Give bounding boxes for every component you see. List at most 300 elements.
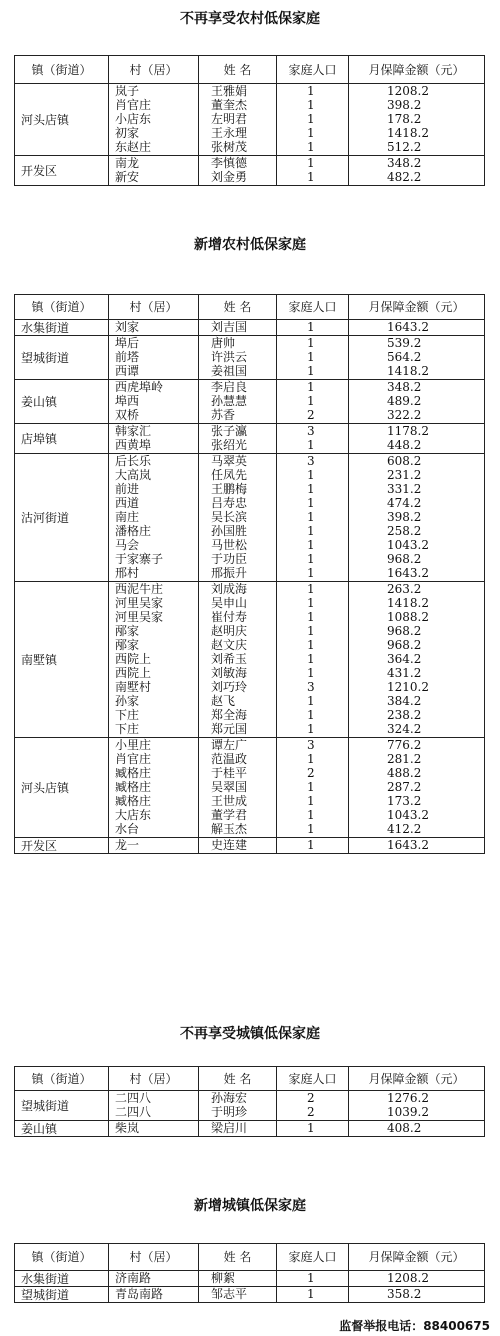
- monthly-amount-value: 1088.2: [387, 610, 429, 624]
- household-size-value: 1: [307, 140, 315, 154]
- village-value: 二四八: [115, 1105, 152, 1119]
- village-value: 大高岚: [115, 468, 152, 482]
- monthly-amount-value: 348.2: [387, 156, 422, 170]
- household-size-value: 1: [307, 1121, 315, 1135]
- village-value: 柴岚: [115, 1121, 140, 1135]
- name-value: 吴长滨: [211, 510, 248, 524]
- name-value: 马翠英: [211, 454, 248, 468]
- monthly-amount-value: 1276.2: [387, 1091, 429, 1105]
- monthly-amount-value: 482.2: [387, 170, 422, 184]
- name-value: 史连建: [211, 838, 248, 852]
- household-size-value: 1: [307, 780, 315, 794]
- table-header-row: [15, 295, 485, 320]
- column-header: 姓 名: [199, 1244, 277, 1271]
- town-cell: 河头店镇: [15, 738, 109, 838]
- section-title: 不再享受城镇低保家庭: [180, 1026, 320, 1042]
- village-value: 小里庄: [115, 738, 152, 752]
- monthly-amount-cell: [349, 336, 485, 380]
- column-header: 村（居）: [109, 1067, 199, 1091]
- monthly-amount-value: 331.2: [387, 482, 422, 496]
- village-value: 埠西: [115, 394, 140, 408]
- household-size-value: 1: [307, 112, 315, 126]
- name-cell: [199, 424, 277, 454]
- village-value: 东赵庄: [115, 140, 152, 154]
- name-value: 范温政: [211, 752, 248, 766]
- village-cell: [109, 380, 199, 424]
- town-cell: 南墅镇: [15, 582, 109, 738]
- household-size-value: 1: [307, 666, 315, 680]
- monthly-amount-value: 512.2: [387, 140, 422, 154]
- village-value: 肖官庄: [115, 98, 152, 112]
- household-size-cell: [277, 1271, 349, 1287]
- monthly-amount-value: 1418.2: [387, 364, 429, 378]
- family-table: [14, 294, 485, 854]
- name-value: 苏香: [211, 408, 236, 422]
- household-size-value: 1: [307, 320, 315, 334]
- name-cell: [199, 336, 277, 380]
- monthly-amount-cell: [349, 582, 485, 738]
- name-value: 董学君: [211, 808, 248, 822]
- household-size-value: 1: [307, 364, 315, 378]
- household-size-value: 1: [307, 380, 315, 394]
- village-cell: [109, 1271, 199, 1287]
- household-size-cell: [277, 738, 349, 838]
- village-cell: [109, 1121, 199, 1137]
- household-size-value: 1: [307, 610, 315, 624]
- monthly-amount-value: 776.2: [387, 738, 422, 752]
- name-value: 赵文庆: [211, 638, 248, 652]
- household-size-value: 1: [307, 752, 315, 766]
- household-size-value: 1: [307, 438, 315, 452]
- household-size-value: 1: [307, 624, 315, 638]
- village-value: 龙一: [115, 838, 140, 852]
- household-size-value: 1: [307, 822, 315, 836]
- name-value: 解玉杰: [211, 822, 248, 836]
- household-size-value: 1: [307, 350, 315, 364]
- monthly-amount-value: 1643.2: [387, 320, 429, 334]
- name-value: 许洪云: [211, 350, 248, 364]
- monthly-amount-value: 287.2: [387, 780, 422, 794]
- monthly-amount-cell: [349, 380, 485, 424]
- town-cell: 望城街道: [15, 1091, 109, 1121]
- household-size-value: 2: [307, 1105, 315, 1119]
- monthly-amount-value: 263.2: [387, 582, 422, 596]
- name-value: 谭左广: [211, 738, 248, 752]
- name-cell: [199, 1091, 277, 1121]
- table-row: [15, 320, 485, 336]
- village-cell: [109, 424, 199, 454]
- town-cell: 姜山镇: [15, 380, 109, 424]
- name-value: 吕寿忠: [211, 496, 248, 510]
- household-size-value: 3: [307, 680, 315, 694]
- table-header-row: [15, 1067, 485, 1091]
- name-cell: [199, 84, 277, 156]
- table-row: [15, 1271, 485, 1287]
- village-value: 西谭: [115, 364, 140, 378]
- monthly-amount-value: 384.2: [387, 694, 422, 708]
- section-title: 新增城镇低保家庭: [194, 1198, 306, 1214]
- name-value: 吴翠国: [211, 780, 248, 794]
- village-cell: [109, 84, 199, 156]
- name-value: 赵飞: [211, 694, 236, 708]
- household-size-value: 1: [307, 638, 315, 652]
- village-value: 大店东: [115, 808, 152, 822]
- name-cell: [199, 156, 277, 186]
- name-value: 柳絮: [211, 1271, 236, 1285]
- village-value: 臧格庄: [115, 794, 152, 808]
- household-size-value: 3: [307, 424, 315, 438]
- name-value: 孙慧慧: [211, 394, 248, 408]
- household-size-value: 1: [307, 394, 315, 408]
- village-cell: [109, 336, 199, 380]
- village-value: 河里吴家: [115, 610, 164, 624]
- name-value: 崔付寿: [211, 610, 248, 624]
- monthly-amount-value: 398.2: [387, 98, 422, 112]
- name-value: 张树茂: [211, 140, 248, 154]
- village-value: 埠后: [115, 336, 140, 350]
- monthly-amount-value: 1043.2: [387, 808, 429, 822]
- village-cell: [109, 454, 199, 582]
- town-cell: 店埠镇: [15, 424, 109, 454]
- household-size-value: 1: [307, 98, 315, 112]
- village-value: 孙家: [115, 694, 140, 708]
- town-cell: 姜山镇: [15, 1121, 109, 1137]
- column-header: 镇（街道）: [15, 56, 109, 84]
- name-value: 孙国胜: [211, 524, 248, 538]
- household-size-value: 2: [307, 408, 315, 422]
- village-value: 韩家汇: [115, 424, 152, 438]
- monthly-amount-value: 608.2: [387, 454, 422, 468]
- monthly-amount-value: 1043.2: [387, 538, 429, 552]
- column-header: 月保障金额（元）: [349, 295, 485, 320]
- household-size-value: 1: [307, 482, 315, 496]
- household-size-value: 1: [307, 496, 315, 510]
- monthly-amount-value: 1643.2: [387, 838, 429, 852]
- household-size-value: 1: [307, 596, 315, 610]
- town-cell: 望城街道: [15, 1287, 109, 1303]
- name-value: 王鹏梅: [211, 482, 248, 496]
- monthly-amount-cell: [349, 738, 485, 838]
- name-value: 于桂平: [211, 766, 248, 780]
- village-value: 前进: [115, 482, 140, 496]
- name-cell: [199, 380, 277, 424]
- household-size-value: 1: [307, 1271, 315, 1285]
- column-header: 镇（街道）: [15, 1244, 109, 1271]
- table-row: [15, 380, 485, 424]
- household-size-cell: [277, 1121, 349, 1137]
- table-row: [15, 838, 485, 854]
- monthly-amount-value: 968.2: [387, 638, 422, 652]
- village-value: 岚子: [115, 84, 140, 98]
- village-value: 刘家: [115, 320, 140, 334]
- name-value: 李慎德: [211, 156, 248, 170]
- name-cell: [199, 1121, 277, 1137]
- monthly-amount-cell: [349, 1271, 485, 1287]
- household-size-value: 1: [307, 722, 315, 736]
- name-value: 邹志平: [211, 1287, 248, 1301]
- name-value: 唐帅: [211, 336, 236, 350]
- household-size-cell: [277, 1287, 349, 1303]
- monthly-amount-value: 173.2: [387, 794, 422, 808]
- name-value: 张子瀛: [211, 424, 248, 438]
- name-value: 吴申山: [211, 596, 248, 610]
- monthly-amount-value: 1208.2: [387, 1271, 429, 1285]
- table-row: [15, 424, 485, 454]
- household-size-value: 1: [307, 524, 315, 538]
- name-value: 张绍光: [211, 438, 248, 452]
- name-value: 梁启川: [211, 1121, 248, 1135]
- village-value: 西虎埠岭: [115, 380, 164, 394]
- name-cell: [199, 454, 277, 582]
- column-header: 镇（街道）: [15, 295, 109, 320]
- village-cell: [109, 1287, 199, 1303]
- family-table: [14, 1243, 485, 1303]
- household-size-value: 1: [307, 708, 315, 722]
- name-cell: [199, 1271, 277, 1287]
- monthly-amount-value: 488.2: [387, 766, 422, 780]
- monthly-amount-value: 968.2: [387, 624, 422, 638]
- monthly-amount-value: 398.2: [387, 510, 422, 524]
- name-value: 郑全海: [211, 708, 248, 722]
- village-value: 济南路: [115, 1271, 152, 1285]
- village-value: 马会: [115, 538, 140, 552]
- name-cell: [199, 320, 277, 336]
- name-value: 于明珍: [211, 1105, 248, 1119]
- village-value: 臧格庄: [115, 766, 152, 780]
- village-value: 新安: [115, 170, 140, 184]
- name-cell: [199, 838, 277, 854]
- household-size-value: 1: [307, 510, 315, 524]
- household-size-value: 1: [307, 468, 315, 482]
- monthly-amount-value: 431.2: [387, 666, 422, 680]
- monthly-amount-value: 231.2: [387, 468, 422, 482]
- table-row: [15, 84, 485, 156]
- name-value: 邢振升: [211, 566, 248, 580]
- village-cell: [109, 1091, 199, 1121]
- household-size-value: 2: [307, 1091, 315, 1105]
- name-value: 董奎杰: [211, 98, 248, 112]
- name-cell: [199, 582, 277, 738]
- household-size-cell: [277, 424, 349, 454]
- monthly-amount-value: 448.2: [387, 438, 422, 452]
- household-size-cell: [277, 380, 349, 424]
- name-value: 马世松: [211, 538, 248, 552]
- household-size-cell: [277, 838, 349, 854]
- town-cell: 沽河街道: [15, 454, 109, 582]
- name-value: 刘巧玲: [211, 680, 248, 694]
- name-value: 刘希玉: [211, 652, 248, 666]
- table-row: [15, 336, 485, 380]
- name-value: 刘成海: [211, 582, 248, 596]
- name-value: 李启良: [211, 380, 248, 394]
- table-row: [15, 1121, 485, 1137]
- monthly-amount-value: 1210.2: [387, 680, 429, 694]
- town-cell: 水集街道: [15, 320, 109, 336]
- household-size-value: 1: [307, 794, 315, 808]
- name-value: 刘金勇: [211, 170, 248, 184]
- village-value: 邢村: [115, 566, 140, 580]
- table-header-row: [15, 1244, 485, 1271]
- column-header: 村（居）: [109, 1244, 199, 1271]
- name-value: 左明君: [211, 112, 248, 126]
- village-value: 西院上: [115, 666, 152, 680]
- name-value: 孙海宏: [211, 1091, 248, 1105]
- household-size-value: 1: [307, 170, 315, 184]
- table-row: [15, 582, 485, 738]
- column-header: 姓 名: [199, 1067, 277, 1091]
- table-row: [15, 1287, 485, 1303]
- village-value: 西黄埠: [115, 438, 152, 452]
- family-table: [14, 1066, 485, 1137]
- hotline-text: 监督举报电话：88400675: [339, 1319, 490, 1333]
- household-size-value: 1: [307, 84, 315, 98]
- section-title: 不再享受农村低保家庭: [180, 11, 320, 27]
- village-value: 水台: [115, 822, 140, 836]
- household-size-cell: [277, 582, 349, 738]
- household-size-value: 3: [307, 738, 315, 752]
- village-value: 初家: [115, 126, 140, 140]
- monthly-amount-value: 412.2: [387, 822, 422, 836]
- village-cell: [109, 320, 199, 336]
- village-value: 河里吴家: [115, 596, 164, 610]
- household-size-value: 1: [307, 156, 315, 170]
- monthly-amount-value: 1643.2: [387, 566, 429, 580]
- town-cell: 水集街道: [15, 1271, 109, 1287]
- column-header: 镇（街道）: [15, 1067, 109, 1091]
- village-cell: [109, 838, 199, 854]
- monthly-amount-value: 322.2: [387, 408, 422, 422]
- monthly-amount-cell: [349, 1287, 485, 1303]
- household-size-value: 1: [307, 808, 315, 822]
- table-row: [15, 156, 485, 186]
- monthly-amount-value: 364.2: [387, 652, 422, 666]
- monthly-amount-value: 348.2: [387, 380, 422, 394]
- monthly-amount-cell: [349, 1091, 485, 1121]
- village-cell: [109, 582, 199, 738]
- household-size-cell: [277, 84, 349, 156]
- monthly-amount-value: 474.2: [387, 496, 422, 510]
- village-value: 臧格庄: [115, 780, 152, 794]
- village-value: 于家寨子: [115, 552, 164, 566]
- village-cell: [109, 156, 199, 186]
- village-value: 南墅村: [115, 680, 152, 694]
- column-header: 家庭人口: [277, 1244, 349, 1271]
- monthly-amount-cell: [349, 1121, 485, 1137]
- village-cell: [109, 738, 199, 838]
- household-size-value: 1: [307, 538, 315, 552]
- monthly-amount-value: 1178.2: [387, 424, 429, 438]
- household-size-value: 1: [307, 566, 315, 580]
- village-value: 南庄: [115, 510, 140, 524]
- column-header: 姓 名: [199, 56, 277, 84]
- table-header-row: [15, 56, 485, 84]
- village-value: 潘格庄: [115, 524, 152, 538]
- name-value: 刘敏海: [211, 666, 248, 680]
- village-value: 西院上: [115, 652, 152, 666]
- column-header: 姓 名: [199, 295, 277, 320]
- household-size-cell: [277, 454, 349, 582]
- name-cell: [199, 1287, 277, 1303]
- column-header: 月保障金额（元）: [349, 1067, 485, 1091]
- name-cell: [199, 738, 277, 838]
- monthly-amount-cell: [349, 838, 485, 854]
- name-value: 王永理: [211, 126, 248, 140]
- section-title: 新增农村低保家庭: [194, 237, 306, 253]
- column-header: 家庭人口: [277, 1067, 349, 1091]
- monthly-amount-value: 1418.2: [387, 126, 429, 140]
- household-size-value: 1: [307, 552, 315, 566]
- household-size-cell: [277, 156, 349, 186]
- monthly-amount-value: 1039.2: [387, 1105, 429, 1119]
- household-size-value: 1: [307, 838, 315, 852]
- family-table: [14, 55, 485, 186]
- monthly-amount-cell: [349, 320, 485, 336]
- name-value: 刘吉国: [211, 320, 248, 334]
- name-value: 王雅娟: [211, 84, 248, 98]
- monthly-amount-value: 408.2: [387, 1121, 422, 1135]
- village-value: 小店东: [115, 112, 152, 126]
- name-value: 任凤先: [211, 468, 248, 482]
- village-value: 双桥: [115, 408, 140, 422]
- monthly-amount-value: 1418.2: [387, 596, 429, 610]
- village-value: 下庄: [115, 722, 140, 736]
- household-size-value: 1: [307, 1287, 315, 1301]
- monthly-amount-cell: [349, 424, 485, 454]
- household-size-value: 1: [307, 336, 315, 350]
- monthly-amount-value: 489.2: [387, 394, 422, 408]
- household-size-value: 1: [307, 652, 315, 666]
- household-size-cell: [277, 320, 349, 336]
- monthly-amount-value: 358.2: [387, 1287, 422, 1301]
- household-size-value: 3: [307, 454, 315, 468]
- household-size-value: 1: [307, 582, 315, 596]
- household-size-cell: [277, 1091, 349, 1121]
- monthly-amount-value: 178.2: [387, 112, 422, 126]
- household-size-cell: [277, 336, 349, 380]
- monthly-amount-value: 564.2: [387, 350, 422, 364]
- monthly-amount-value: 324.2: [387, 722, 422, 736]
- monthly-amount-value: 258.2: [387, 524, 422, 538]
- village-value: 西道: [115, 496, 140, 510]
- monthly-amount-value: 238.2: [387, 708, 422, 722]
- table-row: [15, 454, 485, 582]
- town-cell: 开发区: [15, 156, 109, 186]
- village-value: 下庄: [115, 708, 140, 722]
- village-value: 二四八: [115, 1091, 152, 1105]
- monthly-amount-value: 1208.2: [387, 84, 429, 98]
- name-value: 赵明庆: [211, 624, 248, 638]
- village-value: 青岛南路: [115, 1287, 164, 1301]
- village-value: 邴家: [115, 624, 140, 638]
- name-value: 王世成: [211, 794, 248, 808]
- column-header: 家庭人口: [277, 295, 349, 320]
- town-cell: 望城街道: [15, 336, 109, 380]
- column-header: 村（居）: [109, 295, 199, 320]
- town-cell: 开发区: [15, 838, 109, 854]
- village-value: 邴家: [115, 638, 140, 652]
- household-size-value: 1: [307, 126, 315, 140]
- monthly-amount-value: 281.2: [387, 752, 422, 766]
- village-value: 后长乐: [115, 454, 152, 468]
- column-header: 月保障金额（元）: [349, 56, 485, 84]
- name-value: 郑元国: [211, 722, 248, 736]
- village-value: 肖官庄: [115, 752, 152, 766]
- monthly-amount-value: 968.2: [387, 552, 422, 566]
- monthly-amount-cell: [349, 84, 485, 156]
- column-header: 月保障金额（元）: [349, 1244, 485, 1271]
- household-size-value: 1: [307, 694, 315, 708]
- town-cell: 河头店镇: [15, 84, 109, 156]
